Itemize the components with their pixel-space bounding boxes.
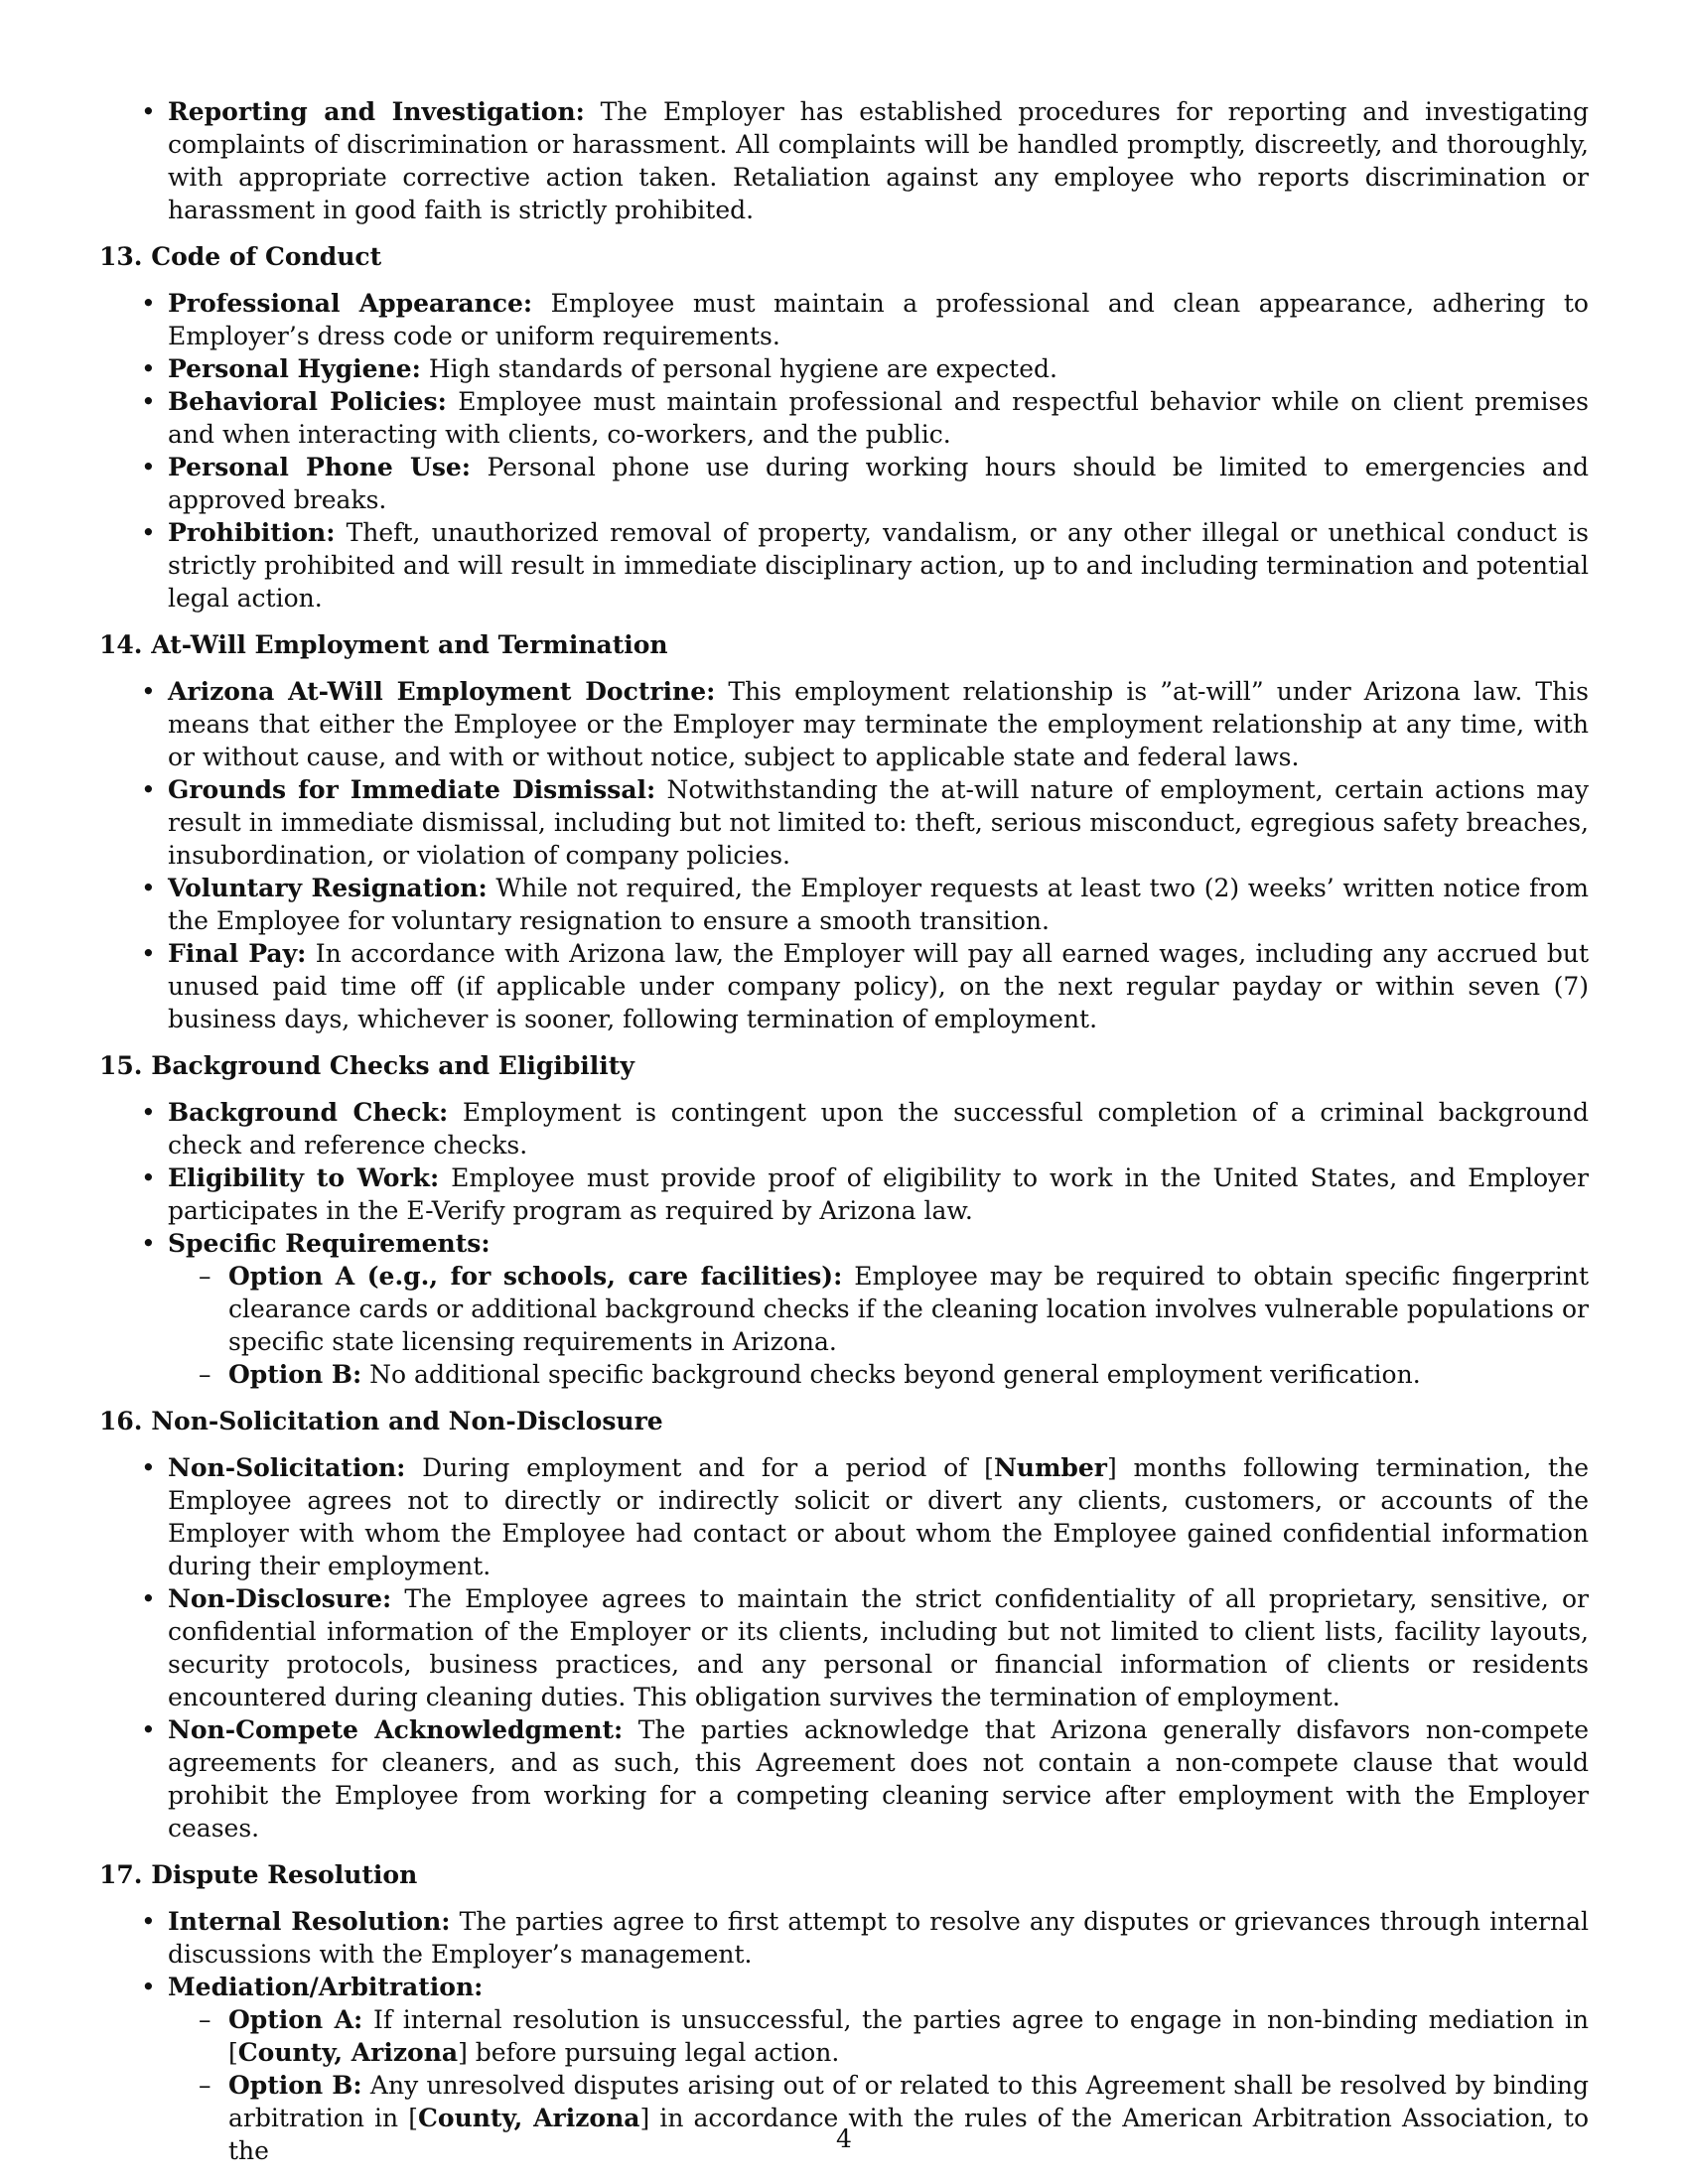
list-item xyxy=(168,1161,1589,1227)
list-item xyxy=(168,872,1589,937)
list-item xyxy=(168,1713,1589,1844)
section-16-list xyxy=(99,1451,1589,1844)
page-number: 4 xyxy=(836,2124,852,2153)
item-label: Non-Disclosure: xyxy=(168,1584,392,1613)
section-heading: 16. Non-Solicitation and Non-Disclosure xyxy=(99,1407,663,1435)
item-label: Non-Solicitation: xyxy=(168,1453,406,1482)
list-item xyxy=(168,1227,1589,1391)
item-text: Employment is contingent upon the successful completion of a criminal background check and reference checks. xyxy=(168,1098,1589,1160)
item-text: While not required, the Employer requests at least two (2) weeks’ written notice from the Employee for voluntary resignation to ensure a smooth transition. xyxy=(168,874,1589,935)
item-text-pre: Any unresolved disputes arising out of or related to this Agreement shall be resolved by binding arbitration in [ xyxy=(228,2071,1589,2132)
item-text: This employment relationship is ”at-will” under Arizona law. This means that either the Employee or the Employer may terminate the employment relationship at any time, with or without cause, and with or without notice, subject to applicable state and federal laws. xyxy=(168,677,1589,771)
list-item xyxy=(168,1451,1589,1582)
item-label: Grounds for Immediate Dismissal: xyxy=(168,775,656,804)
item-text-pre: During employment and for a period of [ xyxy=(405,1453,994,1482)
item-text: Employee must provide proof of eligibility to work in the United States, and Employer participates in the E-Verify program as required by Arizona law. xyxy=(168,1163,1590,1225)
list-item xyxy=(168,675,1589,773)
item-label: Professional Appearance: xyxy=(168,289,533,318)
item-label: Option B: xyxy=(228,1360,362,1389)
list-item xyxy=(168,1582,1589,1713)
list-item xyxy=(168,773,1589,872)
item-label: Final Pay: xyxy=(168,939,307,968)
item-label: Mediation/Arbitration: xyxy=(168,1973,484,2001)
item-text-pre: If internal resolution is unsuccessful, the parties agree to engage in non-binding mediation in [ xyxy=(228,2005,1590,2067)
item-text: No additional specific background checks beyond general employment verification. xyxy=(361,1360,1421,1389)
list-item xyxy=(168,95,1589,226)
item-text: The parties acknowledge that Arizona generally disfavors non-compete agreements for cleaners, and as such, this Agreement does not contain a non-compete clause that would prohibit the Employee from working for a competing cleaning service after employment with the Employer ceases. xyxy=(168,1715,1589,1843)
sub-list-item xyxy=(228,1358,1589,1391)
item-text: ] before pursuing legal action. xyxy=(458,2038,840,2067)
item-label: Option B: xyxy=(228,2071,362,2100)
sub-list-item xyxy=(228,2003,1589,2069)
section-15-list xyxy=(99,1096,1589,1391)
list-item xyxy=(168,385,1589,451)
item-label: Reporting and Investigation: xyxy=(168,97,585,126)
item-text: In accordance with Arizona law, the Employer will pay all earned wages, including any accrued but unused paid time off (if applicable under company policy), on the next regular payday or within seven (7) business days, whichever is sooner, following termination of employment. xyxy=(168,939,1589,1033)
section-heading: 14. At-Will Employment and Termination xyxy=(99,630,668,659)
section-heading: 13. Code of Conduct xyxy=(99,242,382,271)
item-text: The parties agree to first attempt to resolve any disputes or grievances through internal discussions with the Employer’s management. xyxy=(168,1907,1589,1969)
list-item xyxy=(168,287,1589,352)
placeholder-county: County, Arizona xyxy=(237,2038,459,2067)
item-label: Behavioral Policies: xyxy=(168,387,447,416)
item-text: Employee must maintain a professional and clean appearance, adhering to Employer’s dress code or uniform requirements. xyxy=(168,289,1589,350)
section-17 xyxy=(99,1858,1589,2167)
item-text: The Employee agrees to maintain the strict confidentiality of all proprietary, sensitive, or confidential information of the Employer or its clients, including but not limited to client lists, facility layouts, security protocols, business practices, and any personal or financial information of clients or residents encountered during cleaning duties. This obligation survives the termination of employment. xyxy=(168,1584,1589,1711)
section-13-list xyxy=(99,287,1589,614)
section-16 xyxy=(99,1405,1589,1844)
item-text: ] in accordance with the rules of the American Arbitration Association, to the xyxy=(228,2104,1590,2165)
item-label: Option A: xyxy=(228,2005,363,2034)
section-14 xyxy=(99,628,1589,1035)
item-label: Arizona At-Will Employment Doctrine: xyxy=(168,677,716,706)
item-text: Employee must maintain professional and respectful behavior while on client premises and when interacting with clients, co-workers, and the public. xyxy=(168,387,1589,449)
section-heading: 15. Background Checks and Eligibility xyxy=(99,1051,634,1080)
section-15 xyxy=(99,1049,1589,1391)
item-label: Internal Resolution: xyxy=(168,1907,451,1936)
item-label: Prohibition: xyxy=(168,518,336,547)
list-item xyxy=(168,937,1589,1035)
placeholder-number: Number xyxy=(993,1453,1107,1482)
document-page xyxy=(99,95,1589,2167)
item-label: Personal Hygiene: xyxy=(168,354,421,383)
item-label: Personal Phone Use: xyxy=(168,453,472,481)
list-item xyxy=(168,352,1589,385)
item-label: Voluntary Resignation: xyxy=(168,874,488,902)
list-item xyxy=(168,451,1589,516)
section-heading: 17. Dispute Resolution xyxy=(99,1860,418,1889)
list-item xyxy=(168,1096,1589,1161)
item-label: Non-Compete Acknowledgment: xyxy=(168,1715,624,1744)
placeholder-county: County, Arizona xyxy=(418,2104,640,2132)
list-item xyxy=(168,516,1589,614)
section-14-list xyxy=(99,675,1589,1035)
item-text: High standards of personal hygiene are expected. xyxy=(420,354,1057,383)
item-label: Background Check: xyxy=(168,1098,449,1127)
sub-list-item xyxy=(228,1260,1589,1358)
section-13 xyxy=(99,240,1589,614)
item-text: Personal phone use during working hours should be limited to emergencies and approved breaks. xyxy=(168,453,1589,514)
item-label: Specific Requirements: xyxy=(168,1229,491,1258)
item-text: Employee may be required to obtain specific fingerprint clearance cards or additional background checks if the cleaning location involves vulnerable populations or specific state licensing requirements in Arizona. xyxy=(228,1262,1590,1356)
item-text: Notwithstanding the at-will nature of employment, certain actions may result in immediate dismissal, including but not limited to: theft, serious misconduct, egregious safety breaches, insubordination, or violation of company policies. xyxy=(168,775,1589,870)
item-text: ] months following termination, the Employee agrees not to directly or indirectly solicit or divert any clients, customers, or accounts of the Employer with whom the Employee had contact or about whom the Employee gained confidential information during their employment. xyxy=(168,1453,1589,1580)
item-text: Theft, unauthorized removal of property, vandalism, or any other illegal or unethical conduct is strictly prohibited and will result in immediate disciplinary action, up to and including termination and potential legal action. xyxy=(168,518,1589,613)
item-text: The Employer has established procedures for reporting and investigating complaints of discrimination or harassment. All complaints will be handled promptly, discreetly, and thoroughly, with appropriate corrective action taken. Retaliation against any employee who reports discrimination or harassment in good faith is strictly prohibited. xyxy=(168,97,1589,224)
item-label: Eligibility to Work: xyxy=(168,1163,440,1192)
item-label: Option A (e.g., for schools, care facilities): xyxy=(228,1262,843,1291)
sub-list xyxy=(168,1260,1589,1391)
list-item xyxy=(168,1905,1589,1971)
intro-list xyxy=(99,95,1589,226)
